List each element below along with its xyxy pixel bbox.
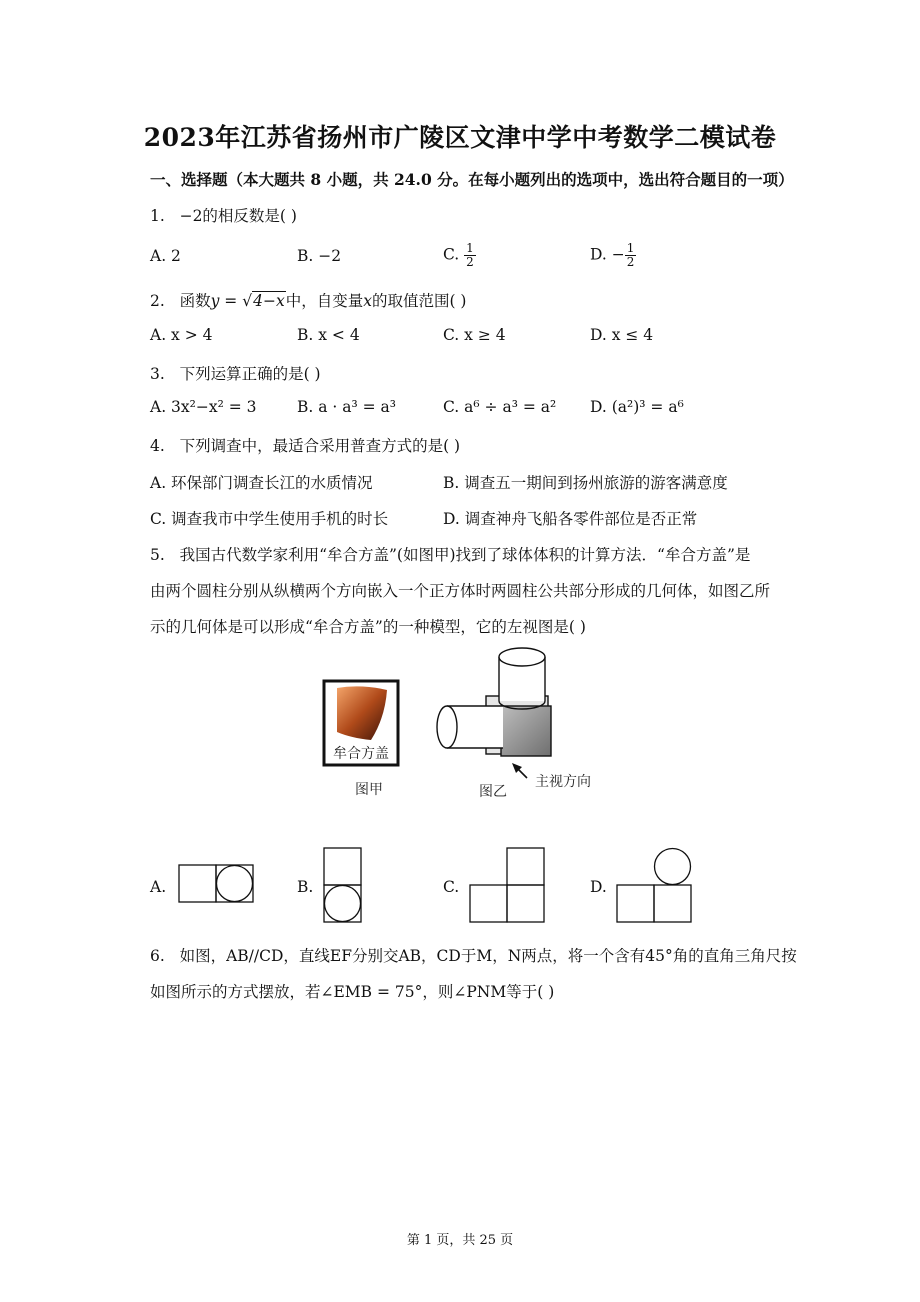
denominator: 2 bbox=[626, 255, 635, 269]
page-footer: 第 1 页，共 25 页 bbox=[406, 1233, 514, 1248]
question-number: 3. bbox=[150, 365, 165, 383]
option-a: A. x > 4 bbox=[150, 326, 213, 344]
option-c: C. bbox=[443, 878, 460, 896]
question-text: 如图，AB//CD，直线EF分别交AB，CD于M，N两点，将一个含有45°角的直角三角尺按 bbox=[179, 947, 797, 965]
figure-jia-label: 图甲 bbox=[355, 782, 383, 798]
denominator: 2 bbox=[466, 255, 474, 269]
view-direction-label: 主视方向 bbox=[535, 774, 591, 790]
question-5 bbox=[150, 543, 750, 565]
option-c bbox=[443, 242, 476, 269]
option-label: D. − bbox=[590, 245, 625, 264]
question-number: 5. bbox=[150, 546, 165, 564]
question-4 bbox=[150, 434, 460, 456]
fraction bbox=[625, 242, 637, 269]
question-text: 函数 bbox=[179, 292, 211, 310]
question-text: 下列调查中，最适合采用普查方式的是( ) bbox=[179, 437, 461, 455]
option-b: B. −2 bbox=[297, 247, 342, 265]
option-d-figure bbox=[616, 847, 692, 923]
question-text: 我国古代数学家利用“牟合方盖”(如图甲)找到了球体体积的计算方法．“牟合方盖”是 bbox=[179, 546, 751, 564]
option-a: A. bbox=[150, 878, 167, 896]
option-label: C. bbox=[443, 245, 460, 264]
option-b: B. a · a³ = a³ bbox=[297, 398, 397, 416]
option-b: B. bbox=[297, 878, 314, 896]
question-text-end: 的取值范围( ) bbox=[371, 292, 467, 310]
math-y: y = bbox=[210, 292, 243, 310]
horizontal-cylinder-end bbox=[437, 706, 457, 748]
question-text-cont: 中，自变量 bbox=[285, 292, 364, 310]
question-text-line: 示的几何体是可以形成“牟合方盖”的一种模型，它的左视图是( ) bbox=[150, 618, 586, 636]
question-1 bbox=[150, 204, 297, 226]
question-text: −2的相反数是( ) bbox=[179, 207, 297, 225]
option-d: D. (a²)³ = a⁶ bbox=[590, 398, 684, 416]
section-heading: 一、选择题（本大题共 8 小题，共 24.0 分。在每小题列出的选项中，选出符合题目的一项） bbox=[150, 170, 794, 189]
option-b: B. x < 4 bbox=[297, 326, 360, 344]
figure-jia-caption: 牟合方盖 bbox=[333, 746, 389, 762]
question-2: 2. 函数y = √4−x中，自变量x的取值范围( ) bbox=[150, 292, 467, 310]
option-c: C. 调查我市中学生使用手机的时长 bbox=[150, 510, 389, 528]
option-d: D. 调查神舟飞船各零件部位是否正常 bbox=[443, 510, 698, 528]
question-text-line: 如图所示的方式摆放，若∠EMB = 75°，则∠PNM等于( ) bbox=[150, 983, 555, 1001]
option-d: D. x ≤ 4 bbox=[590, 326, 654, 344]
option-b: B. 调查五一期间到扬州旅游的游客满意度 bbox=[443, 474, 728, 492]
figure-q5 bbox=[315, 640, 615, 810]
numerator: 1 bbox=[626, 241, 635, 255]
option-c: C. a⁶ ÷ a³ = a² bbox=[443, 398, 557, 416]
option-c-figure bbox=[469, 847, 545, 923]
option-a-figure bbox=[178, 864, 254, 904]
numerator: 1 bbox=[466, 241, 474, 255]
option-a: A. 2 bbox=[150, 247, 181, 265]
option-c: C. x ≥ 4 bbox=[443, 326, 506, 344]
option-a: A. 3x²−x² = 3 bbox=[150, 398, 257, 416]
option-a: A. 环保部门调查长江的水质情况 bbox=[150, 474, 373, 492]
fraction bbox=[464, 242, 476, 269]
question-text-line: 由两个圆柱分别从纵横两个方向嵌入一个正方体时两圆柱公共部分形成的几何体，如图乙所 bbox=[150, 582, 771, 600]
cube-front bbox=[501, 706, 551, 756]
question-3 bbox=[150, 362, 321, 384]
sqrt-radicand: 4−x bbox=[253, 292, 285, 310]
question-number: 1. bbox=[150, 207, 165, 225]
vertical-cylinder-top bbox=[499, 648, 545, 666]
question-6 bbox=[150, 944, 797, 966]
option-d bbox=[590, 242, 636, 269]
question-number: 2. bbox=[150, 292, 165, 310]
figure-yi-label: 图乙 bbox=[479, 784, 507, 800]
option-d: D. bbox=[590, 878, 607, 896]
math-x: x bbox=[363, 292, 372, 310]
question-text: 下列运算正确的是( ) bbox=[179, 365, 321, 383]
question-number: 6. bbox=[150, 947, 165, 965]
question-number: 4. bbox=[150, 437, 165, 455]
page-title: 2023年江苏省扬州市广陵区文津中学中考数学二模试卷 bbox=[143, 123, 777, 152]
option-b-figure bbox=[323, 847, 363, 923]
